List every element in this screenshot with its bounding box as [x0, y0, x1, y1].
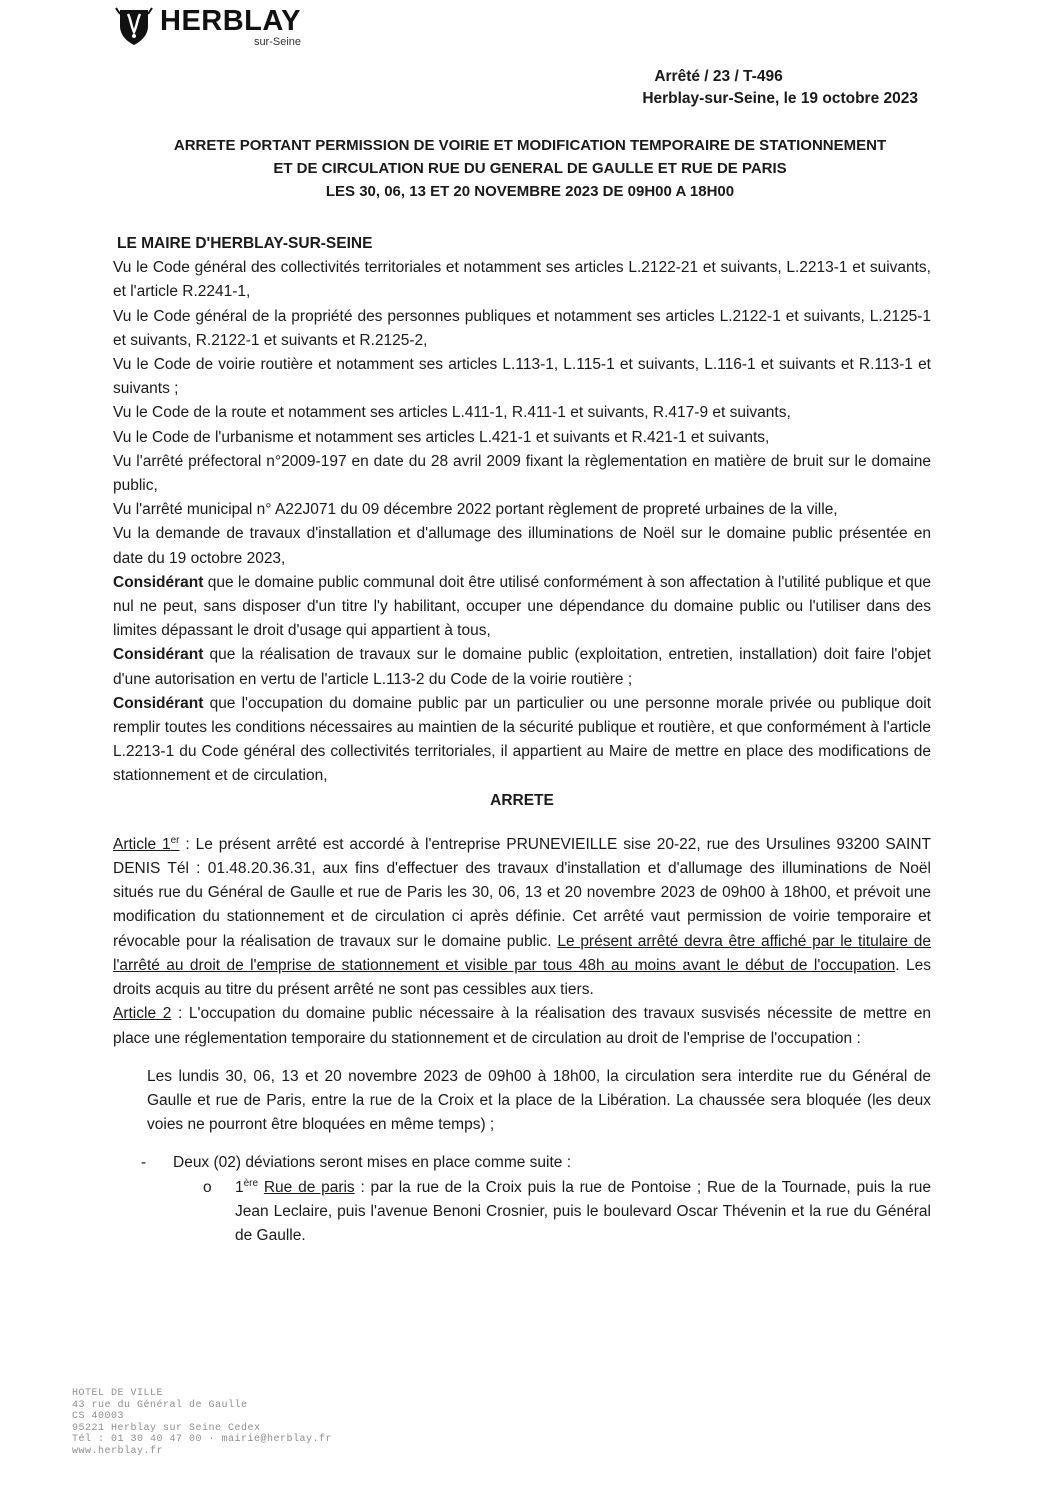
vu-paragraph: Vu le Code général de la propriété des personnes publiques et notamment ses articles L.2122-1 et suivants, L.2125-1 et suivants, R.2122-1 et suivants et R.2125-2, [113, 307, 931, 349]
logo-subtitle: sur-Seine [253, 36, 302, 48]
bullet-dash: - [141, 1154, 147, 1172]
deviation-sub-bullet [113, 1176, 931, 1249]
article-2-label: Article 2 [113, 1005, 172, 1023]
sub-bullet-number: 1 [235, 1178, 244, 1196]
place-date: Herblay-sur-Seine, le 19 octobre 2023 [642, 90, 918, 107]
footer-address [72, 1388, 332, 1457]
footer-line: 43 rue du Général de Gaulle [72, 1399, 248, 1411]
article-1-label-text: Article 1 [113, 835, 171, 853]
decree-number: Arrêté / 23 / T-496 [654, 68, 783, 85]
herblay-logo [114, 6, 301, 48]
article-2 [113, 1002, 931, 1050]
article-1-sup: er [170, 834, 180, 846]
vu-paragraph: Vu l'arrêté municipal n° A22J071 du 09 décembre 2022 portant règlement de propreté urbaines de la ville, [113, 501, 838, 519]
considerant-label: Considérant [113, 694, 204, 712]
vu-paragraph: Vu la demande de travaux d'installation et d'allumage des illuminations de Noël sur le domaine public présentée en date du 19 octobre 2023, [113, 525, 931, 567]
vu-paragraph: Vu le Code de voirie routière et notamment ses articles L.113-1, L.115-1 et suivants, L.116-1 et suivants et R.113-1 et suivants ; [113, 356, 931, 398]
article-1-separator: : [179, 835, 196, 853]
sub-bullet-sup: ère [243, 1177, 259, 1189]
considerant-label: Considérant [113, 646, 204, 664]
city-crest-icon [114, 6, 154, 48]
article-2-paragraph: Les lundis 30, 06, 13 et 20 novembre 2023 de 09h00 à 18h00, la circulation sera interdite rue du Général de Gaulle et rue de Paris, entre la rue de la Croix et la place de la Libération. La chaussée sera bloquée (les deux voies ne pourront être bloquées en même temps) ; [147, 1067, 931, 1134]
footer-line: www.herblay.fr [72, 1445, 164, 1457]
vu-paragraph: Vu le Code de l'urbanisme et notamment ses articles L.421-1 et suivants et R.421-1 et suivants, [113, 428, 770, 446]
logo-name: HERBLAY [160, 5, 302, 37]
article-1-label [113, 836, 180, 853]
article-1-text-end: . Les droits acquis au titre du présent arrêté ne sont pas cessibles aux tiers. [113, 956, 931, 999]
decree-body [113, 232, 931, 1248]
considerant-text: que la réalisation de travaux sur le domaine public (exploitation, entretien, installation) doit faire l'objet d'une autorisation en vertu de l'article L.113-2 du Code de la voirie routière ; [113, 646, 931, 688]
deviation-bullet [113, 1151, 931, 1175]
footer-line: Tél : 01 30 40 47 00 · mairie@herblay.fr [72, 1434, 333, 1445]
title-line-3: LES 30, 06, 13 ET 20 NOVEMBRE 2023 DE 09H00 A 18H00 [325, 183, 735, 200]
considerant-text: que le domaine public communal doit être utilisé conformément à son affectation à l'utilité publique et que nul ne peut, sans disposer d'un titre l'y habilitant, occuper une dépendance du domaine public ou l'utiliser dans des limites dépassant le droit d'usage qui appartient à tous, [113, 573, 931, 640]
sub-bullet-label: Rue de paris [263, 1178, 355, 1196]
considerant-paragraph [113, 571, 931, 644]
arrete-heading: ARRETE [490, 791, 554, 809]
article-2-separator: : [171, 1005, 189, 1023]
considerant-label: Considérant [113, 573, 204, 591]
article-1-text: Le présent arrêté est accordé à l'entreprise PRUNEVIEILLE sise 20-22, rue des Ursulines 93200 SAINT DENIS Tél : 01.48.20.36.31, aux fins d'effectuer des travaux d'installation et d'allumage des illuminations de Noël situés rue du Général de Gaulle et rue de Paris les 30, 06, 13 et 20 novembre 2023 de 09h00 à 18h00, et prévoit une modification du stationnement et de circulation ci après définie. Cet arrêté vaut permission de voirie temporaire et révocable pour la réalisation de travaux sur le domaine public. [113, 835, 932, 950]
mayor-heading: LE MAIRE D'HERBLAY-SUR-SEINE [117, 235, 373, 252]
footer-line: CS 40003 [72, 1411, 125, 1422]
bullet-text: Deux (02) déviations seront mises en place comme suite : [173, 1154, 572, 1172]
sub-bullet-text: : par la rue de la Croix puis la rue de Pontoise ; Rue de la Tournade, puis la rue Jean Leclaire, puis l'avenue Benoni Crosnier, puis le boulevard Oscar Thévenin et la rue du Général de Gaulle. [235, 1178, 931, 1244]
article-1-underlined-text: Le présent arrêté devra être affiché par le titulaire de l'arrêté au droit de l'emprise de stationnement et visible par tous 48h au moins avant le début de l'occupation [113, 932, 932, 974]
decree-reference [642, 66, 918, 110]
vu-paragraph: Vu l'arrêté préfectoral n°2009-197 en date du 28 avril 2009 fixant la règlementation en matière de bruit sur le domaine public, [113, 452, 931, 495]
title-line-1: ARRETE PORTANT PERMISSION DE VOIRIE ET MODIFICATION TEMPORAIRE DE STATIONNEMENT [173, 137, 887, 154]
considerant-paragraph [113, 692, 931, 789]
vu-paragraph: Vu le Code général des collectivités territoriales et notamment ses articles L.2122-21 et suivants, L.2213-1 et suivants, et l'article R.2241-1, [113, 259, 931, 301]
sub-bullet-marker: o [203, 1178, 212, 1196]
title-line-2: ET DE CIRCULATION RUE DU GENERAL DE GAULLE ET RUE DE PARIS [273, 160, 787, 177]
decree-title [120, 134, 940, 203]
considerant-paragraph [113, 643, 931, 691]
article-1 [113, 833, 931, 1002]
vu-paragraph: Vu le Code de la route et notamment ses articles L.411-1, R.411-1 et suivants, R.417-9 et suivants, [113, 404, 791, 422]
footer-line: 95221 Herblay sur Seine Cedex [72, 1422, 261, 1434]
considerant-text: que l'occupation du domaine public par un particulier ou une personne morale privée ou publique doit remplir toutes les conditions nécessaires au maintien de la sécurité publique et routière, et que conformément à l'article L.2213-1 du Code général des collectivités territoriales, il appartient au Maire de mettre en place des modifications de stationnement et de circulation, [113, 694, 931, 785]
article-2-text: L'occupation du domaine public nécessaire à la réalisation des travaux susvisés nécessite de mettre en place une réglementation temporaire du stationnement et de circulation au droit de l'emprise de l'occupation : [113, 1005, 931, 1047]
footer-line: HOTEL DE VILLE [72, 1388, 164, 1399]
